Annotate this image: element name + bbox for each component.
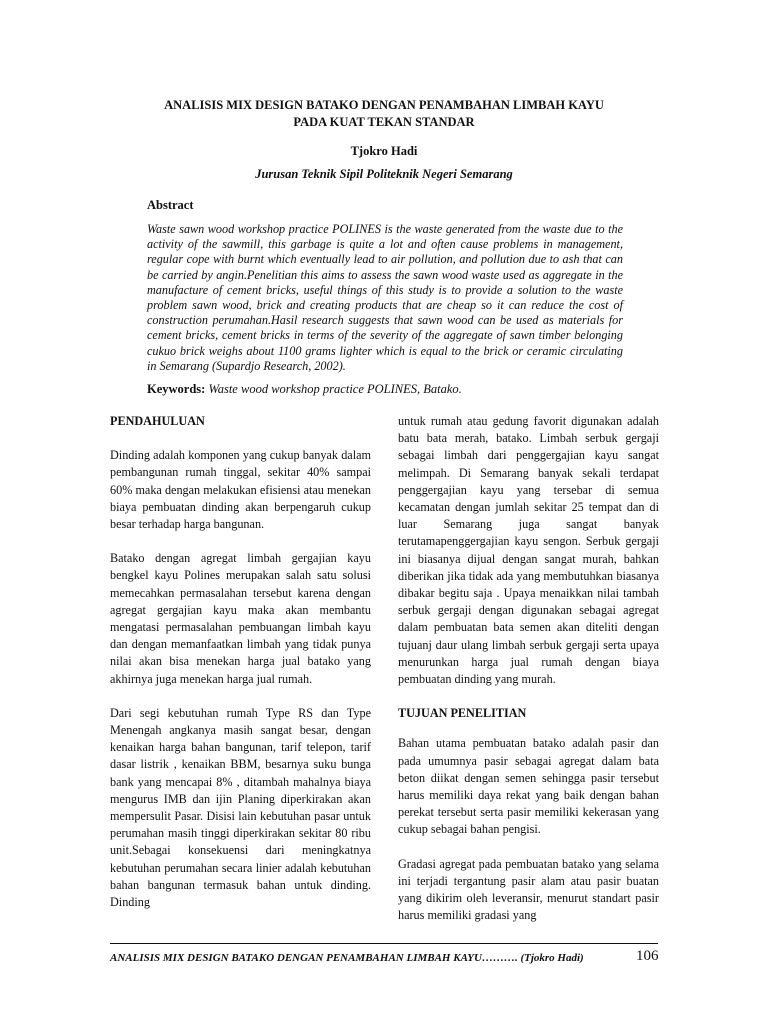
running-footer: ANALISIS MIX DESIGN BATAKO DENGAN PENAMBAHAN LIMBAH KAYU………. (Tjokro Hadi)	[110, 952, 584, 964]
paragraph: Gradasi agregat pada pembuatan batako yang selama ini terjadi tergantung pasir alam atau pasir buatan yang dikirim oleh leveransir, menurut standart pasir harus memiliki gradasi yang	[398, 856, 659, 923]
keywords-label: Keywords:	[147, 382, 206, 396]
abstract-heading: Abstract	[147, 198, 194, 212]
right-column	[398, 413, 659, 924]
keywords	[147, 382, 462, 397]
paragraph: Dinding adalah komponen yang cukup banyak dalam pembangunan rumah tinggal, sekitar 40% sampai 60% maka dengan melakukan efisiensi atau menekan biaya pembuatan dinding akan berpengaruh cukup besar terhadap harga bangunan.	[110, 448, 371, 532]
author-name: Tjokro Hadi	[350, 144, 418, 158]
section-heading-pendahuluan: PENDAHULUAN	[110, 414, 205, 428]
footer-divider	[110, 943, 658, 944]
paper-title-line2: PADA KUAT TEKAN STANDAR	[293, 115, 475, 129]
left-column	[110, 413, 371, 911]
keywords-text: Waste wood workshop practice POLINES, Batako.	[208, 382, 462, 396]
paragraph: untuk rumah atau gedung favorit digunakan adalah batu bata merah, batako. Limbah serbuk gergaji sebagai limbah dari penggergajian kayu sangat melimpah. Di Semarang banyak sekali terdapat penggergajian kayu yang tersebar di semua kecamatan dengan jumlah sekitar 25 tempat dan di luar Semarang juga sangat banyak terutamapenggergajian kayu sengon. Serbuk gergaji ini biasanya dijual dengan sangat murah, bahkan diberikan jika tidak ada yang membutuhkan biasanya dibakar begitu saja . Upaya menaikkan nilai tambah serbuk gergaji dengan digunakan sebagai agregat dalam pembuatan bata semen akan diteliti dengan tujuanj daur ulang limbah serbuk gergaji serta upaya menurunkan harga jual rumah dengan biaya pembuatan dinding yang murah.	[398, 414, 659, 687]
paper-title-line1: ANALISIS MIX DESIGN BATAKO DENGAN PENAMBAHAN LIMBAH KAYU	[164, 98, 604, 112]
paragraph: Bahan utama pembuatan batako adalah pasir dan pada umumnya pasir sebagai agregat dalam bata beton diikat dengan semen sehingga pasir tersebut harus memiliki daya rekat yang baik dengan bahan perekat tersebut serta pasir memiliki kekerasan yang cukup sebagai bahan pengisi.	[398, 736, 659, 837]
paragraph: Dari segi kebutuhan rumah Type RS dan Type Menengah angkanya masih sangat besar, dengan kenaikan harga bahan bangunan, tarif telepon, tarif dasar listrik , kenaikan BBM, besarnya suku bunga bank yang mencapai 8% , ditambah mahalnya biaya mengurus IMB dan ijin Planing diperkirakan akan mempersulit Pasar. Disisi lain kebutuhan pasar untuk perumahan masih tinggi diperkirakan sekitar 80 ribu unit.Sebagai konsekuensi dari meningkatnya kebutuhan perumahan secara linier adalah kebutuhan bahan bangunan termasuk bahan untuk dinding. Dinding	[110, 705, 371, 910]
page-number: 106	[636, 948, 659, 964]
paragraph: Batako dengan agregat limbah gergajian kayu bengkel kayu Polines merupakan salah satu solusi memecahkan permasalahan tersebut karena dengan agregat gergajian kayu maka akan membantu mengatasi permasalahan pembuangan limbah kayu dan dengan memanfaatkan limbah yang tidak punya nilai akan bisa menekan harga jual batako yang akhirnya juga menekan harga jual rumah.	[110, 551, 371, 686]
section-heading-tujuan: TUJUAN PENELITIAN	[398, 706, 527, 721]
abstract-text: Waste sawn wood workshop practice POLINES is the waste generated from the waste due to the activity of the sawmill, this garbage is quite a lot and often cause problems in management, regular cope with burnt which eventually lead to air pollution, and pollution due to ash that can be carried by angin.Penelitian this aims to assess the sawn wood waste used as aggregate in the manufacture of cement bricks, useful things of this study is to provide a solution to the waste problem sawn wood, brick and creating products that are cheap so it can reduce the cost of construction perumahan.Hasil research suggests that sawn wood can be used as materials for cement bricks, cement bricks in terms of the severity of the aggregate of sawn timber belonging cukuo brick weighs about 1100 grams lighter which is equal to the brick or ceramic circulating in Semarang (Supardjo Research, 2002).	[147, 222, 623, 373]
author-affiliation: Jurusan Teknik Sipil Politeknik Negeri Semarang	[255, 167, 513, 181]
paper-title	[110, 97, 658, 131]
